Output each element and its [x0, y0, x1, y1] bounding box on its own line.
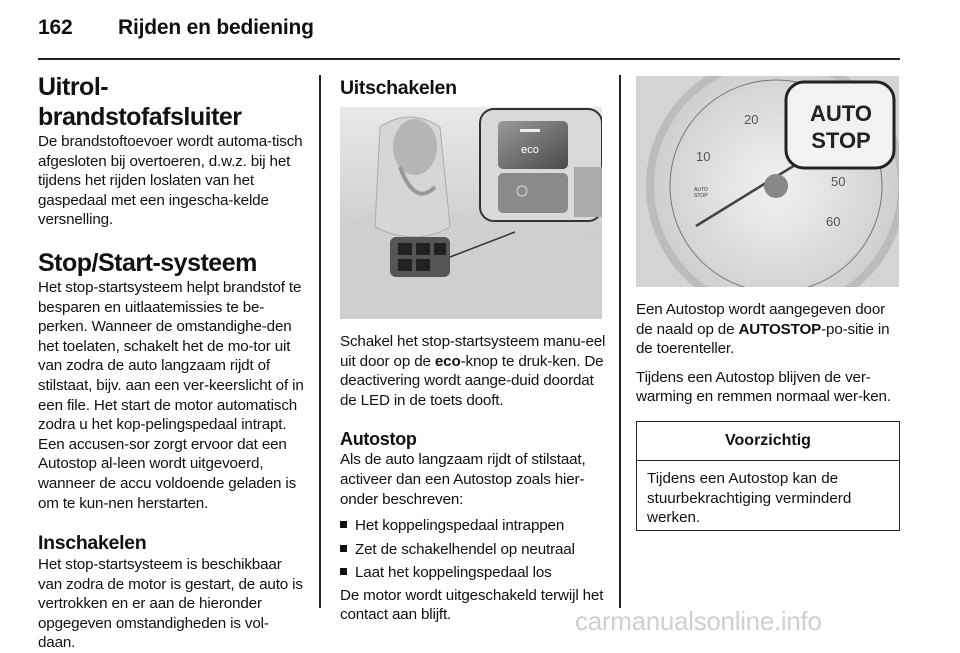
paragraph-autostop-indicator — [636, 300, 902, 359]
heading-uitschakelen: Uitschakelen — [340, 77, 457, 99]
gauge-small-auto: AUTO — [694, 187, 708, 193]
caution-box — [636, 421, 900, 531]
watermark: carmanualsonline.info — [575, 606, 822, 636]
heading-uitrol: Uitrol-brandstofafsluiter — [38, 73, 242, 131]
gauge-small-stop: STOP — [694, 193, 708, 199]
text-part: Schakel het stop-startsysteem manu-eel uit door op de — [340, 333, 606, 370]
heading-stop-start: Stop/Start-systeem — [38, 248, 257, 277]
gauge-number: 20 — [744, 112, 759, 127]
column-2 — [340, 76, 606, 100]
paragraph-inschakelen: Het stop-startsysteem is beschikbaar van zodra de motor is gestart, de auto is vertrokken en er aan de hieronder opgegeven omstandigheden is vol-daan. — [38, 556, 303, 652]
list-item — [340, 562, 606, 583]
gauge-number: 60 — [826, 214, 841, 229]
autostop-list — [340, 515, 606, 583]
column-divider-2 — [619, 75, 621, 608]
list-item-text: Zet de schakelhendel op neutraal — [355, 540, 575, 558]
paragraph-uitrol: De brandstoftoevoer wordt automa-tisch afgesloten bij overtoeren, d.w.z. bij het tijdens het rijden loslaten van het gaspedaal met een ingescha-kelde versnelling. — [38, 133, 303, 229]
text-part: -knop te druk-ken. De deactivering wordt aange-duid doordat de LED in de toets dooft. — [340, 352, 604, 409]
caution-title: Voorzichtig — [637, 422, 899, 461]
text-part: -po-sitie in de toerenteller. — [636, 320, 890, 358]
tachometer-photo — [636, 76, 899, 287]
paragraph-heating: Tijdens een Autostop blijven de ver-warming en remmen normaal wer-ken. — [636, 368, 891, 406]
gauge-label-stop: STOP — [811, 128, 871, 153]
eco-button-label: eco — [521, 144, 539, 156]
eco-button-photo — [340, 107, 602, 319]
paragraph-end: De motor wordt uitgeschakeld terwijl het contact aan blijft. — [340, 586, 604, 624]
list-item-text: Laat het koppelingspedaal los — [355, 564, 552, 582]
heading-inschakelen: Inschakelen — [38, 532, 147, 555]
gauge-number: 50 — [831, 174, 846, 189]
paragraph-autostop: Als de auto langzaam rijdt of stilstaat, activeer dan een Autostop zoals hier-onder beschreven: — [340, 451, 586, 508]
column-3 — [636, 300, 902, 407]
list-item-text: Het koppelingspedaal intrappen — [355, 517, 565, 535]
gauge-label-auto: AUTO — [810, 101, 872, 126]
eco-bold: eco — [434, 352, 461, 370]
caution-text: Tijdens een Autostop kan de stuurbekrachtiging verminderd werken. — [647, 470, 852, 527]
column-1 — [38, 72, 304, 653]
header-rule — [38, 58, 900, 60]
column-divider-1 — [319, 75, 321, 608]
paragraph-uitschakelen — [340, 332, 606, 410]
text-part: Een Autostop wordt aangegeven door de naald op de — [636, 301, 886, 338]
heading-autostop: Autostop — [340, 429, 417, 450]
column-2-body — [340, 332, 606, 625]
autostop-bold: AUTOSTOP — [738, 320, 822, 338]
chapter-title: Rijden en bediening — [118, 16, 314, 39]
gauge-number: 10 — [696, 149, 711, 164]
page-number: 162 — [38, 16, 73, 39]
list-item — [340, 515, 606, 536]
paragraph-stop-start: Het stop-startsysteem helpt brandstof te besparen en uitlaatemissies te be-perken. Wanneer de omstandighe-den het toelaten, schakelt het de mo-tor uit van zodra de auto langzaam rijdt of stilstaat, bijv. aan een ver-keerslicht of in een file. Het start de motor automatisch zodra u het kop-pelingspedaal intrapt. Een accusen-sor zorgt ervoor dat een Autostop al-leen wordt uitgevoerd, wanneer de accu voldoende geladen is om te kun-nen herstarten. — [38, 278, 304, 512]
list-item — [340, 539, 606, 560]
